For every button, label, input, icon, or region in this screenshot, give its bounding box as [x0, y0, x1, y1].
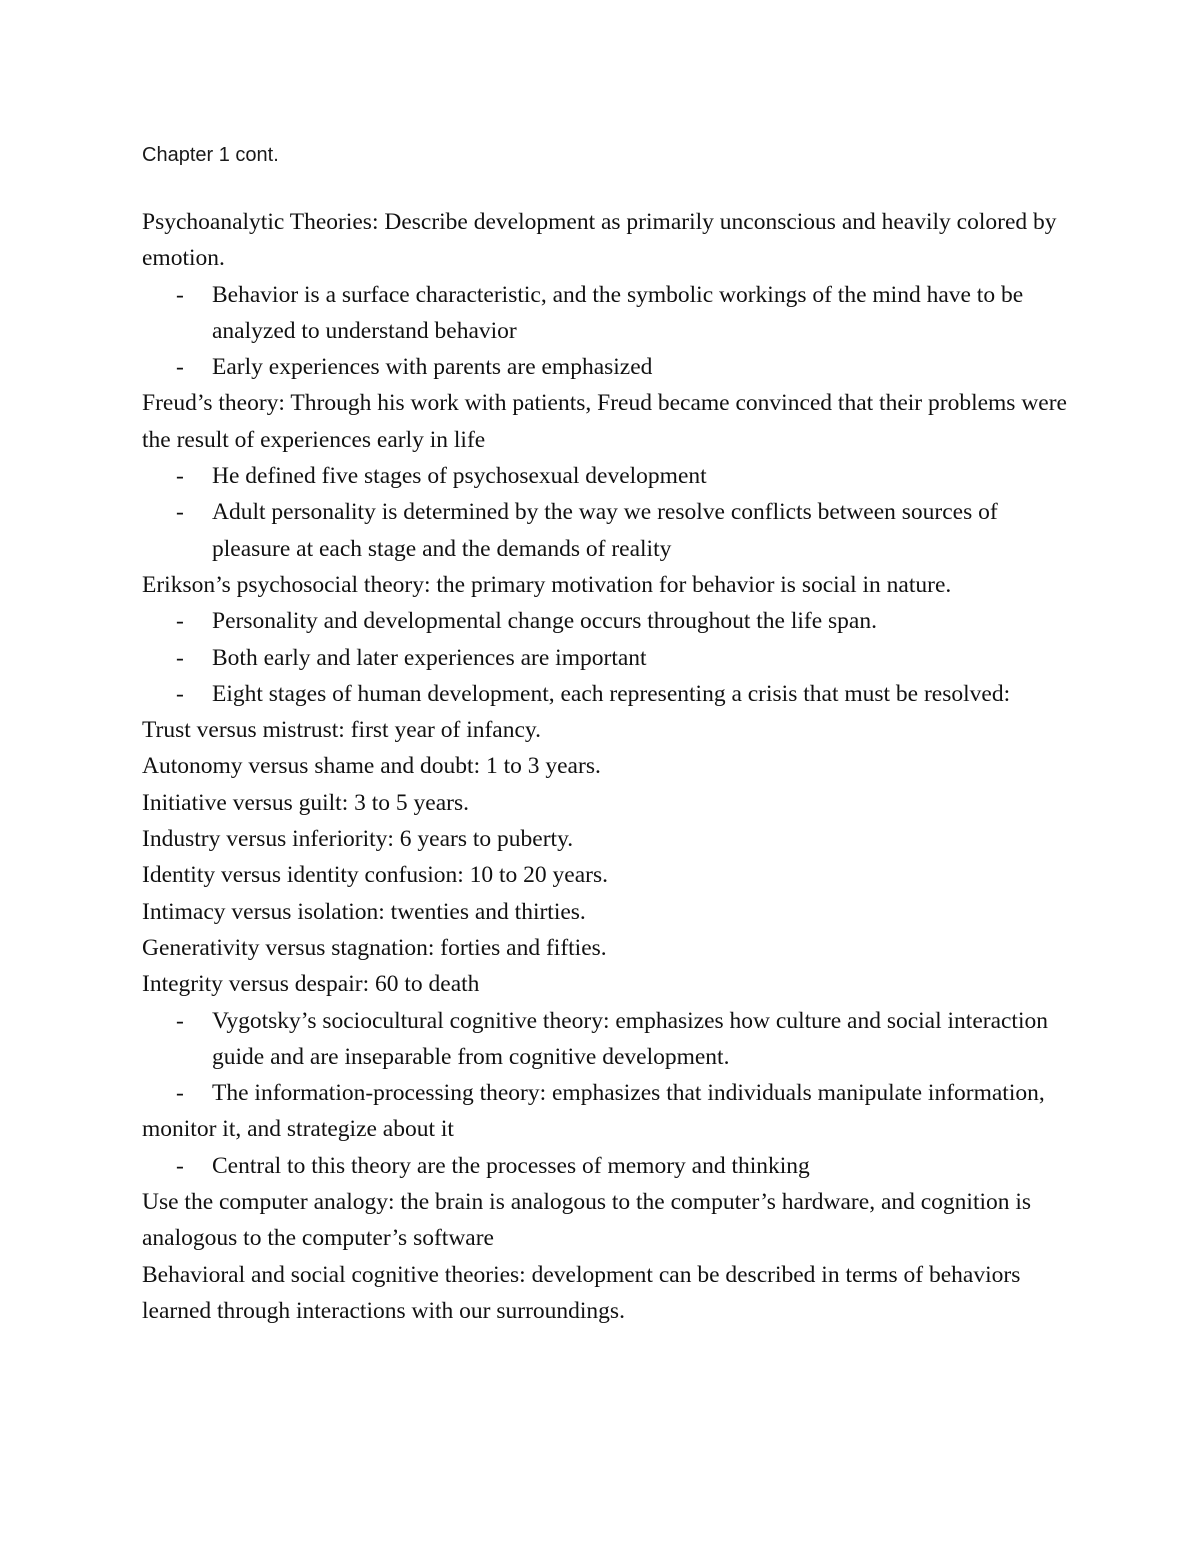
bullet-text: Eight stages of human development, each representing a crisis that must be resolved:	[212, 680, 1011, 707]
paragraph: Integrity versus despair: 60 to death	[142, 971, 480, 998]
bullet-text: Personality and developmental change occurs throughout the life span.	[212, 608, 877, 635]
bullet-text: Vygotsky’s sociocultural cognitive theory: emphasizes how culture and social interaction guide and are inseparable from cognitive development.	[212, 1007, 1048, 1070]
paragraph: Industry versus inferiority: 6 years to puberty.	[142, 826, 574, 853]
bullet-item	[142, 1003, 1072, 1076]
paragraph: Intimacy versus isolation: twenties and thirties.	[142, 898, 586, 925]
bullet-text: Early experiences with parents are emphasized	[212, 354, 653, 381]
paragraph: Freud’s theory: Through his work with patients, Freud became convinced that their problems were the result of experiences early in life	[142, 390, 1067, 453]
bullet-dash: -	[176, 644, 184, 671]
bullet-dash: -	[176, 499, 184, 526]
paragraph: Autonomy versus shame and doubt: 1 to 3 years.	[142, 753, 601, 780]
bullet-dash: -	[176, 354, 184, 381]
bullet-item	[142, 1075, 1072, 1148]
bullet-text: Both early and later experiences are important	[212, 644, 647, 671]
bullet-item	[142, 349, 1072, 385]
bullet-item	[142, 1148, 1072, 1184]
bullet-item	[142, 494, 1072, 567]
paragraph: Identity versus identity confusion: 10 to 20 years.	[142, 862, 609, 889]
paragraph: Use the computer analogy: the brain is analogous to the computer’s hardware, and cognition is analogous to the computer’s software	[142, 1189, 1032, 1252]
bullet-text: Adult personality is determined by the way we resolve conflicts between sources of pleasure at each stage and the demands of reality	[212, 499, 998, 562]
bullet-text: He defined five stages of psychosexual development	[212, 463, 707, 490]
bullet-dash: -	[176, 1152, 184, 1179]
bullet-dash: -	[176, 281, 184, 308]
page-heading: Chapter 1 cont.	[142, 144, 279, 166]
bullet-text: Behavior is a surface characteristic, and the symbolic workings of the mind have to be analyzed to understand behavior	[212, 281, 1024, 344]
paragraph: Erikson’s psychosocial theory: the primary motivation for behavior is social in nature.	[142, 571, 952, 598]
paragraph: Initiative versus guilt: 3 to 5 years.	[142, 789, 469, 816]
bullet-dash: -	[176, 1080, 184, 1107]
paragraph: Generativity versus stagnation: forties and fifties.	[142, 934, 607, 961]
bullet-item	[142, 603, 1072, 639]
bullet-item	[142, 676, 1072, 712]
bullet-text: Central to this theory are the processes of memory and thinking	[212, 1152, 810, 1179]
paragraph: Trust versus mistrust: first year of infancy.	[142, 717, 542, 744]
paragraph: Psychoanalytic Theories: Describe development as primarily unconscious and heavily colored by emotion.	[142, 209, 1057, 272]
paragraph: Behavioral and social cognitive theories: development can be described in terms of behaviors learned through interactions with our surroundings.	[142, 1261, 1021, 1324]
bullet-item	[142, 277, 1072, 350]
bullet-text: The information-processing theory: emphasizes that individuals manipulate information, monitor it, and strategize about it	[142, 1080, 1045, 1143]
document-body	[142, 204, 1072, 1329]
bullet-dash: -	[176, 608, 184, 635]
bullet-item	[142, 458, 1072, 494]
bullet-dash: -	[176, 1007, 184, 1034]
bullet-dash: -	[176, 463, 184, 490]
bullet-item	[142, 640, 1072, 676]
bullet-dash: -	[176, 680, 184, 707]
